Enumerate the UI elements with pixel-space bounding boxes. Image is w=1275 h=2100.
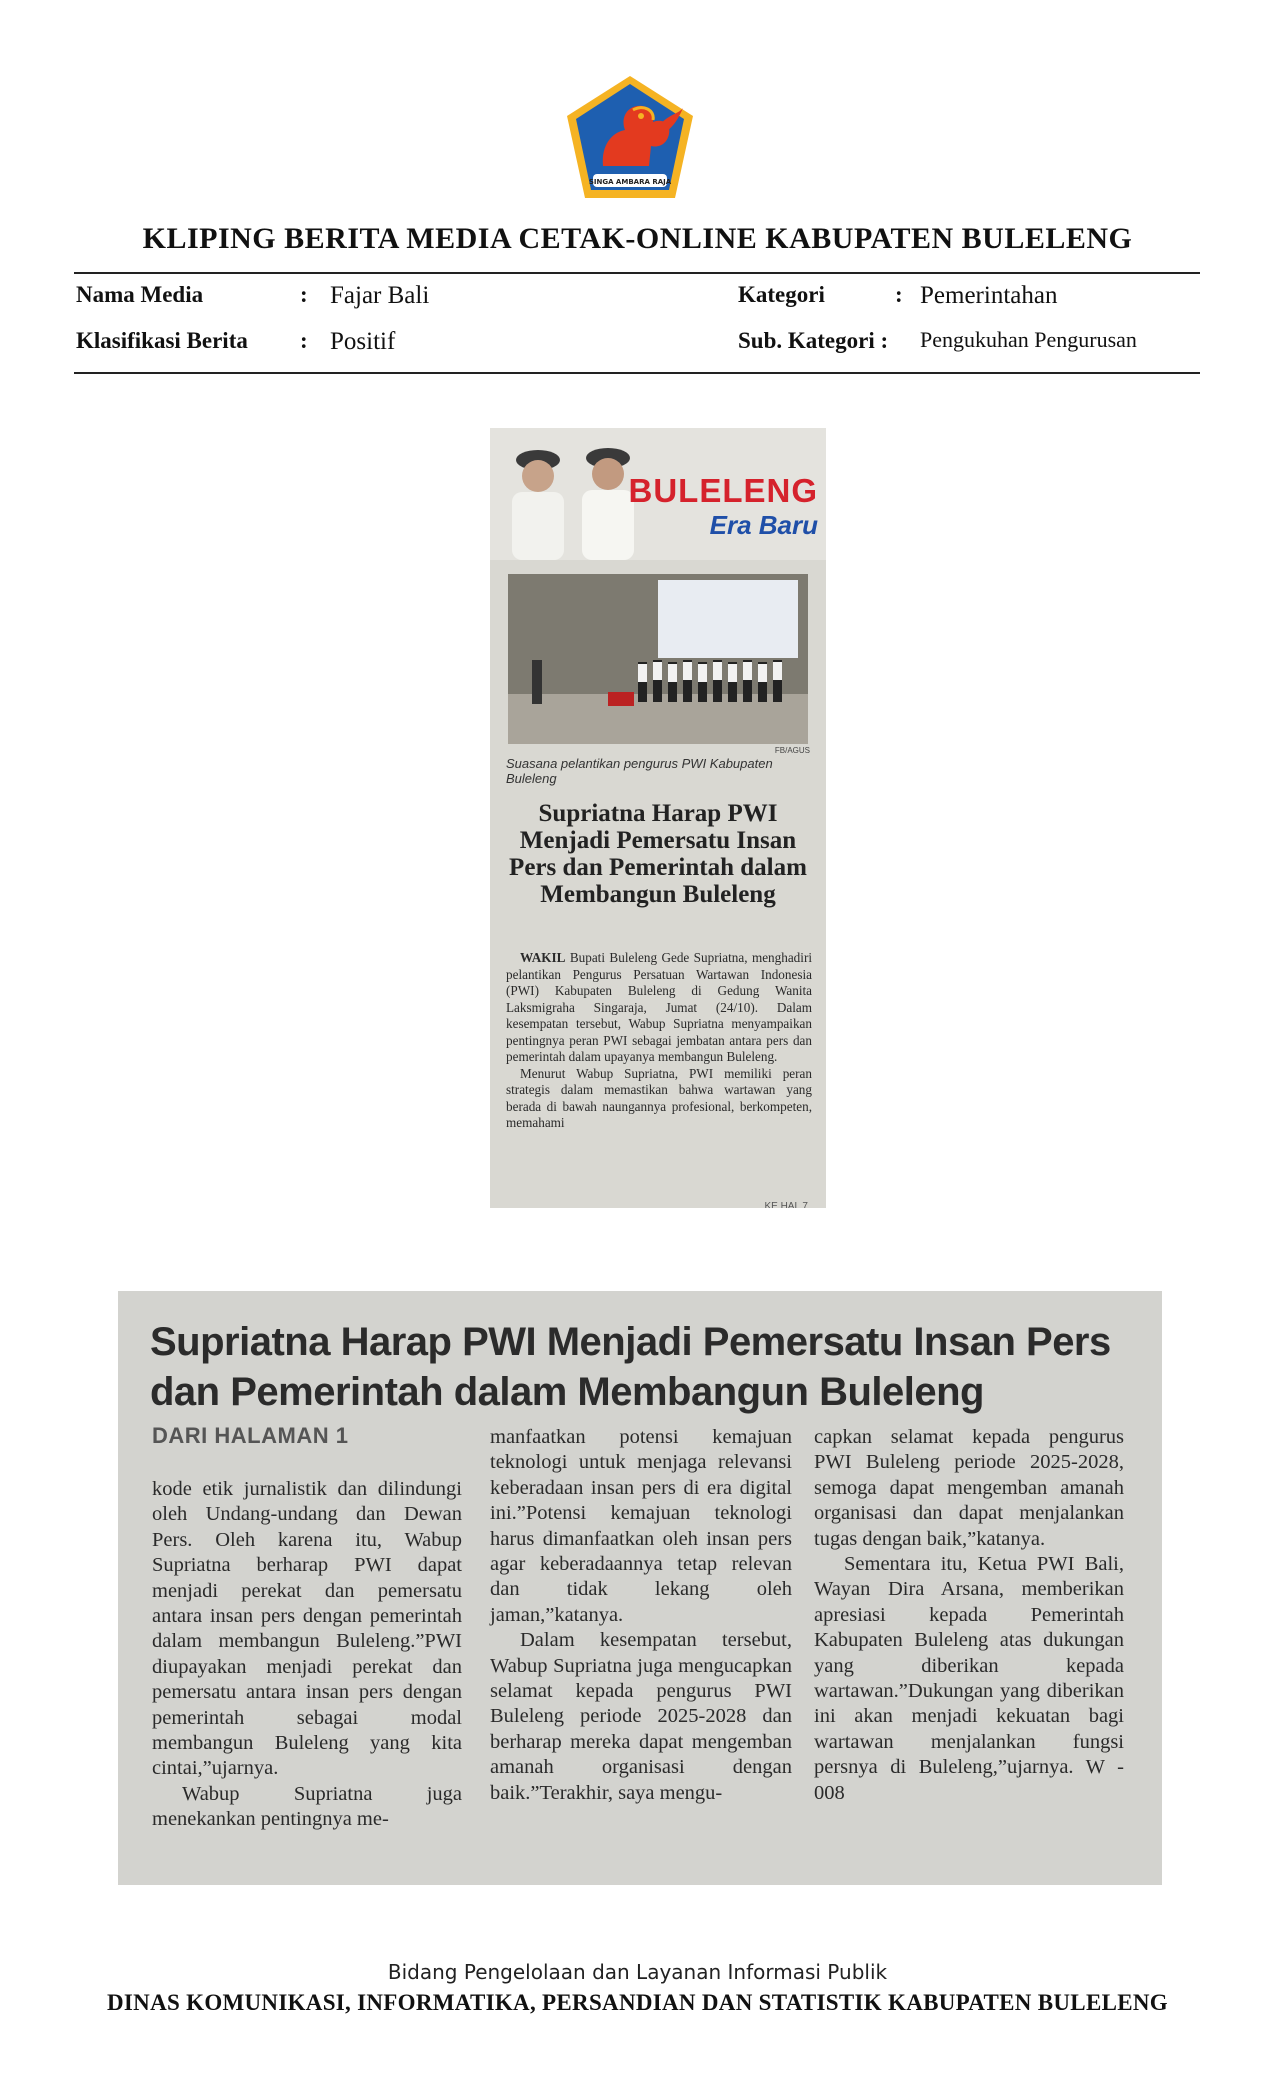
regency-logo <box>563 74 697 200</box>
column-3-paragraph-1: capkan selamat kepada pengurus PWI Buleleng periode 2025-2028, semoga dapat mengemban amanah organisasi dan dapat menjalankan tugas dengan baik,”katanya. <box>814 1426 1124 1550</box>
brand-era-baru: Era Baru <box>709 510 818 540</box>
front-headline: Supriatna Harap PWI Menjadi Pemersatu Insan Pers dan Pemerintah dalam Membangun Buleleng <box>509 800 807 908</box>
category-colon: : <box>895 282 903 307</box>
logo-motto: SINGA AMBARA RAJA <box>588 178 672 186</box>
brand-buleleng: BULELENG <box>628 472 818 509</box>
media-label: Nama Media <box>76 282 204 307</box>
continued-headline: Supriatna Harap PWI Menjadi Pemersatu Insan Pers dan Pemerintah dalam Membangun Buleleng <box>150 1320 1111 1414</box>
front-paragraph-2: Menurut Wabup Supriatna, PWI memiliki peran strategis dalam memastikan bahwa wartawan yang berada di bawah naungannya profesional, berkompeten, memahami <box>506 1065 812 1130</box>
footer-division: Bidang Pengelolaan dan Layanan Informasi Publik <box>387 1960 888 1984</box>
front-article-body <box>506 950 812 1132</box>
classification-value: Positif <box>330 328 396 355</box>
subcategory-label: Sub. Kategori : <box>738 328 889 353</box>
section-label: DARI HALAMAN 1 <box>152 1423 349 1448</box>
continued-marker: KE HAL 7 <box>764 1201 808 1208</box>
clipping-front-page <box>490 428 826 1208</box>
photo-caption: Suasana pelantikan pengurus PWI Kabupaten Buleleng <box>506 756 773 786</box>
classification-colon: : <box>300 328 308 353</box>
footer-agency: DINAS KOMUNIKASI, INFORMATIKA, PERSANDIAN DAN STATISTIK KABUPATEN BULELENG <box>107 1990 1168 2015</box>
column-3-paragraph-2: Sementara itu, Ketua PWI Bali, Wayan Dira Arsana, memberikan apresiasi kepada Pemerintah Kabupaten Buleleng atas dukungan yang diberikan kepada wartawan.”Dukungan yang diberikan ini akan menjadi kekuatan bagi wartawan menjalankan fungsi persnya di Buleleng,”ujarnya. W - 008 <box>814 1553 1124 1804</box>
clipping-continued <box>118 1291 1162 1885</box>
category-label: Kategori <box>738 282 825 307</box>
media-colon: : <box>300 282 308 307</box>
page-title: KLIPING BERITA MEDIA CETAK-ONLINE KABUPATEN BULELENG <box>142 222 1133 255</box>
inauguration-scene-icon <box>508 574 808 744</box>
column-2-paragraph-1: manfaatkan potensi kemajuan teknologi untuk menjaga relevansi keberadaan insan pers di era digital ini.”Potensi kemajuan teknologi harus dimanfaatkan oleh insan pers agar keberadaannya tetap relevan dan tidak lekang oleh jaman,”katanya. <box>490 1426 792 1626</box>
header-divider-bottom <box>74 372 1200 374</box>
media-value: Fajar Bali <box>330 282 430 309</box>
classification-label: Klasifikasi Berita <box>76 328 248 353</box>
front-paragraph-1: Bupati Buleleng Gede Supriatna, menghadiri pelantikan Pengurus Persatuan Wartawan Indonesia (PWI) Kabupaten Buleleng di Gedung Wanita Laksmigraha Singaraja, Jumat (24/10). Dalam kesempatan tersebut, Wabup Supriatna menyampaikan pentingnya peran PWI sebagai jembatan antara pers dan pemerintah dalam upayanya membangun Buleleng. <box>506 950 812 1064</box>
lead-word: WAKIL <box>520 950 566 965</box>
column-2-paragraph-2: Dalam kesempatan tersebut, Wabup Supriatna juga mengucapkan selamat kepada pengurus PWI Buleleng periode 2025-2028 dan berharap mereka dapat mengemban amanah organisasi dengan baik.”Terakhir, saya mengu- <box>490 1629 792 1804</box>
column-1-paragraph-1: kode etik jurnalistik dan dilindungi oleh Undang-undang dan Dewan Pers. Oleh karena itu, Wabup Supriatna berharap PWI dapat menjadi perekat dan pemersatu antara insan pers dengan pemerintah dalam membangun Buleleng.”PWI diupayakan menjadi perekat dan pemersatu antara insan pers dengan pemerintah sebagai modal membangun Buleleng yang kita cintai,”ujarnya. <box>152 1478 462 1780</box>
lion-emblem-icon <box>563 74 697 200</box>
inauguration-photo <box>508 574 808 744</box>
article-column-3 <box>814 1425 1124 1806</box>
column-1-paragraph-2: Wabup Supriatna juga menekankan pentingnya me- <box>152 1782 462 1831</box>
category-value: Pemerintahan <box>920 282 1058 309</box>
subcategory-value: Pengukuhan Pengurusan <box>920 327 1137 352</box>
photo-credit: FB/AGUS <box>774 746 810 755</box>
article-column-2 <box>490 1425 792 1806</box>
article-column-1 <box>152 1477 462 1833</box>
header-divider-top <box>74 272 1200 274</box>
